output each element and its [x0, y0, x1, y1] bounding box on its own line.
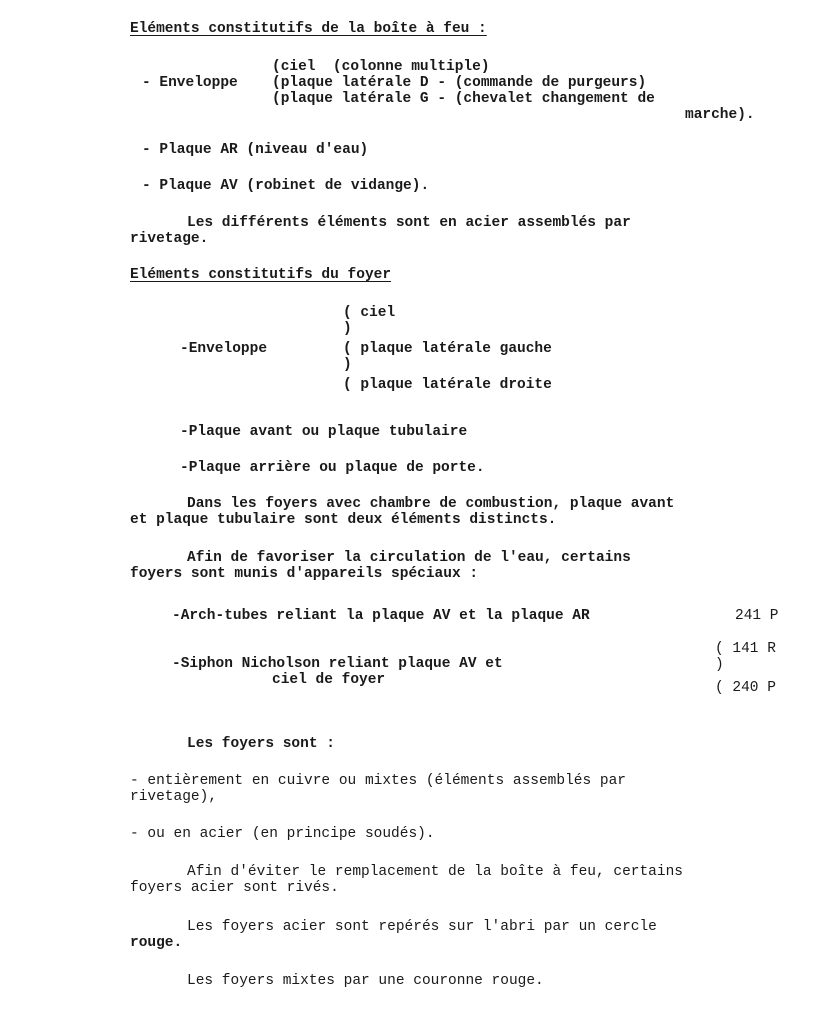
- arch-tubes-item: -Arch-tubes reliant la plaque AV et la plaque AR: [172, 608, 590, 624]
- paragraph-combustion-line-1: Dans les foyers avec chambre de combustion, plaque avant: [187, 496, 675, 512]
- enveloppe-foyer-paren-2: ): [343, 357, 352, 373]
- siphon-line-1: -Siphon Nicholson reliant plaque AV et: [172, 656, 503, 672]
- heading-boite-a-feu: Eléments constitutifs de la boîte à feu :: [130, 21, 487, 37]
- plaque-avant-item: -Plaque avant ou plaque tubulaire: [180, 424, 468, 440]
- enveloppe-foyer-ciel: ( ciel: [343, 305, 396, 321]
- enveloppe-boite-line-2: (plaque latérale D - (commande de purgeurs): [272, 75, 647, 91]
- paragraph-circulation-line-2: foyers sont munis d'appareils spéciaux :: [130, 566, 479, 582]
- enveloppe-foyer-droite: ( plaque latérale droite: [343, 377, 552, 393]
- plaque-arriere-item: -Plaque arrière ou plaque de porte.: [180, 460, 485, 476]
- paragraph-reperes-line-1: Les foyers acier sont repérés sur l'abri par un cercle: [187, 919, 657, 935]
- paragraph-reperes-line-2: rouge.: [130, 935, 183, 951]
- siphon-paren: ): [715, 657, 724, 673]
- enveloppe-boite-label: - Enveloppe: [142, 75, 238, 91]
- heading-foyer: Eléments constitutifs du foyer: [130, 267, 392, 283]
- siphon-ref-2: ( 240 P: [715, 680, 776, 696]
- cuivre-item-line-2: rivetage),: [130, 789, 218, 805]
- paragraph-acier-line-1: Les différents éléments sont en acier assemblés par: [187, 215, 631, 231]
- enveloppe-foyer-paren-1: ): [343, 321, 352, 337]
- plaque-ar-item: - Plaque AR (niveau d'eau): [142, 142, 369, 158]
- foyers-sont-heading: Les foyers sont :: [187, 736, 335, 752]
- siphon-ref-1: ( 141 R: [715, 641, 776, 657]
- paragraph-circulation-line-1: Afin de favoriser la circulation de l'eau, certains: [187, 550, 631, 566]
- paragraph-combustion-line-2: et plaque tubulaire sont deux éléments distincts.: [130, 512, 557, 528]
- cuivre-item-line-1: - entièrement en cuivre ou mixtes (éléments assemblés par: [130, 773, 626, 789]
- enveloppe-boite-line-1: (ciel (colonne multiple): [272, 59, 490, 75]
- paragraph-acier-line-2: rivetage.: [130, 231, 209, 247]
- paragraph-eviter-line-2: foyers acier sont rivés.: [130, 880, 339, 896]
- arch-tubes-ref: 241 P: [735, 608, 779, 624]
- enveloppe-boite-line-4: marche).: [685, 107, 755, 123]
- plaque-av-item: - Plaque AV (robinet de vidange).: [142, 178, 430, 194]
- enveloppe-foyer-label: -Enveloppe: [180, 341, 268, 357]
- paragraph-mixtes: Les foyers mixtes par une couronne rouge.: [187, 973, 544, 989]
- enveloppe-foyer-gauche: ( plaque latérale gauche: [343, 341, 552, 357]
- paragraph-eviter-line-1: Afin d'éviter le remplacement de la boîte à feu, certains: [187, 864, 683, 880]
- enveloppe-boite-line-3: (plaque latérale G - (chevalet changement de: [272, 91, 655, 107]
- siphon-line-2: ciel de foyer: [272, 672, 386, 688]
- acier-item: - ou en acier (en principe soudés).: [130, 826, 435, 842]
